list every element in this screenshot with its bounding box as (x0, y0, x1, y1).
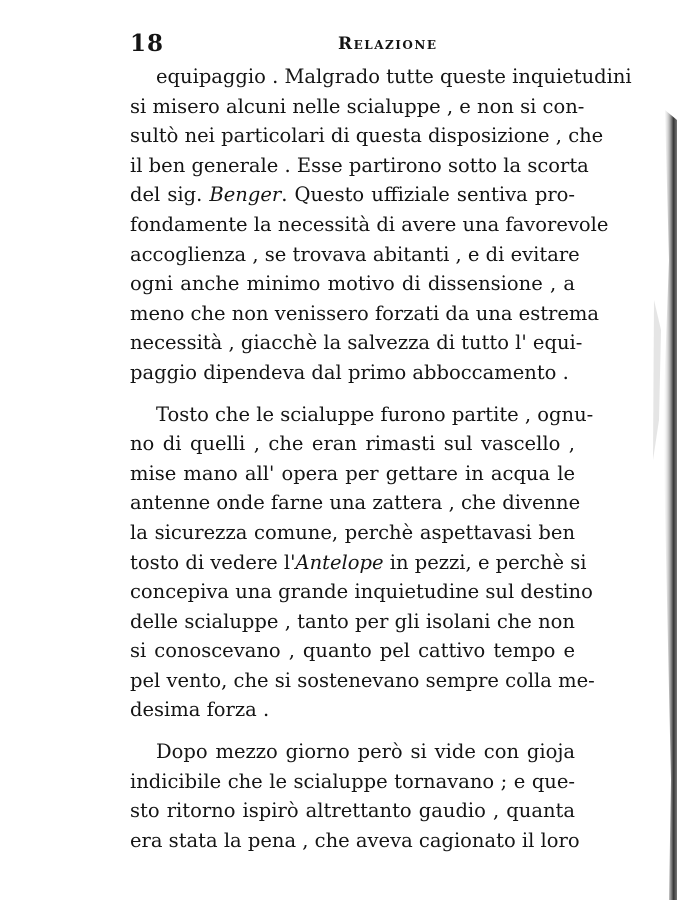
text-line: si conoscevano , quanto pel cattivo tempo e (130, 639, 575, 663)
page-number: 18 (130, 30, 165, 57)
italic-name: Benger (209, 183, 282, 207)
text-line: no di quelli , che eran rimasti sul vascello , (130, 432, 575, 456)
body-text (130, 62, 632, 855)
text-line: pel vento, che si sostenevano sempre colla me- (130, 668, 595, 692)
text-line: delle scialuppe , tanto per gli isolani che non (130, 609, 575, 633)
paragraph-2 (130, 400, 595, 726)
italic-name: Antelope (295, 550, 384, 574)
text-line: fondamente la necessità di avere una favorevole (130, 212, 609, 236)
text-line: desima forza . (130, 698, 270, 722)
text-line: equipaggio . Malgrado tutte queste inquietudini (156, 65, 632, 88)
page-header (130, 30, 580, 60)
running-head: Relazione (338, 34, 438, 54)
text-line: sto ritorno ispirò altrettanto gaudio , quanta (130, 799, 575, 823)
text-run: del sig. (130, 183, 210, 207)
text-line: il ben generale . Esse partirono sotto la scorta (130, 153, 589, 177)
text-line: era stata la pena , che aveva cagionato il loro (130, 828, 580, 852)
text-line: antenne onde farne una zattera , che divenne (130, 491, 581, 515)
page-edge-shadow (651, 0, 677, 900)
text-run: . Questo uffiziale sentiva pro- (281, 183, 575, 207)
paragraph-3 (130, 737, 580, 855)
text-line: meno che non venissero forzati da una estrema (130, 301, 600, 325)
text-run: tosto di vedere l' (130, 550, 296, 574)
text-line (130, 180, 575, 210)
text-line: concepiva una grande inquietudine sul destino (130, 580, 593, 604)
text-line: Tosto che le scialuppe furono partite , ognu- (156, 402, 594, 426)
text-line (130, 548, 587, 578)
text-run: in pezzi, e perchè si (383, 550, 587, 574)
text-line: mise mano all' opera per gettare in acqua le (130, 461, 575, 485)
text-line: Dopo mezzo giorno però si vide con gioja (156, 740, 575, 764)
text-line: accoglienza , se trovava abitanti , e di evitare (130, 242, 580, 266)
text-line: si misero alcuni nelle scialuppe , e non si con- (130, 94, 585, 118)
text-line: necessità , giacchè la salvezza di tutto l' equi- (130, 331, 583, 355)
text-line: sultò nei particolari di questa disposizione , che (130, 124, 604, 148)
text-line: la sicurezza comune, perchè aspettavasi ben (130, 520, 575, 544)
text-line: indicibile che le scialuppe tornavano ; e que- (130, 769, 575, 793)
text-line: ogni anche minimo motivo di dissensione , a (130, 272, 575, 296)
text-line: paggio dipendeva dal primo abboccamento . (130, 360, 569, 384)
paragraph-1 (130, 62, 632, 388)
